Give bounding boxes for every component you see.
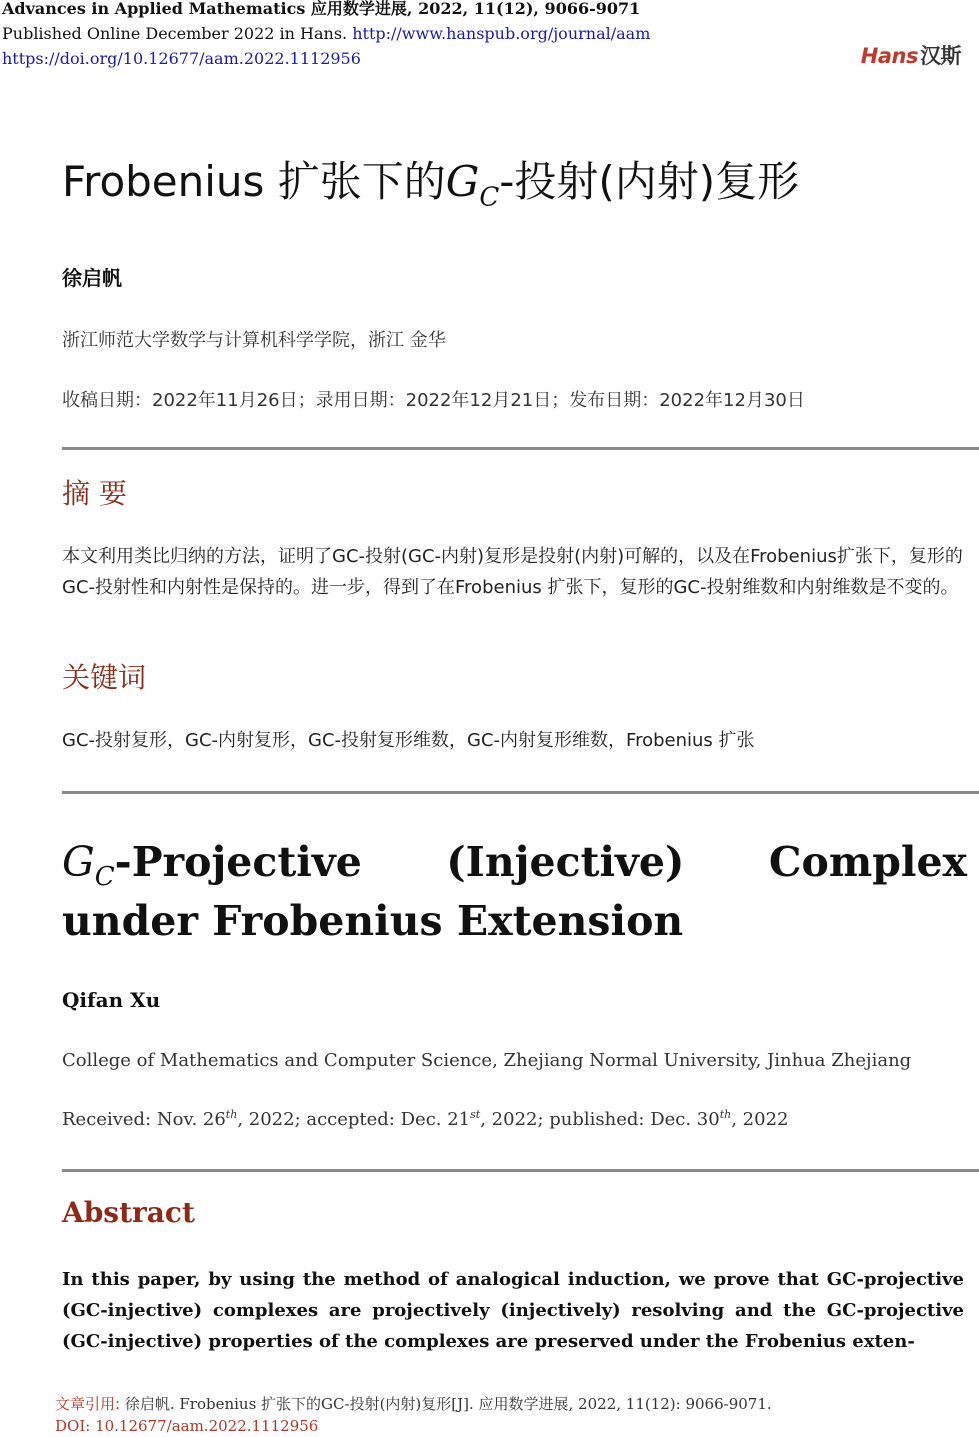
dates-en <box>62 1108 789 1130</box>
affiliation-en: College of Mathematics and Computer Science, Zhejiang Normal University, Jinhua Zhejiang <box>62 1050 912 1071</box>
title-en-rest: -Projective (Injective) Complex under Frobenius Extension <box>62 838 967 946</box>
title-en-gc: G <box>62 838 95 886</box>
published-sup: th <box>719 1108 732 1121</box>
journal-line: Advances in Applied Mathematics 应用数学进展, 2022, 11(12), 9066-9071 <box>2 0 641 18</box>
dates-cn: 收稿日期：2022年11月26日；录用日期：2022年12月21日；发布日期：2022年12月30日 <box>62 390 805 411</box>
title-en-gc-sub: C <box>94 862 115 893</box>
divider <box>62 447 979 450</box>
citation-doi: DOI: 10.12677/aam.2022.1112956 <box>55 1417 319 1435</box>
citation-line <box>55 1393 772 1415</box>
abstract-en-heading: Abstract <box>62 1196 195 1229</box>
hans-logo <box>861 40 961 70</box>
affiliation-cn: 浙江师范大学数学与计算机科学学院，浙江 金华 <box>62 330 446 351</box>
divider <box>62 1169 979 1172</box>
abstract-cn-heading: 摘 要 <box>62 477 127 510</box>
author-cn: 徐启帆 <box>62 266 122 290</box>
logo-cn: 汉斯 <box>920 44 961 68</box>
citation <box>55 1393 772 1437</box>
title-cn-part2: -投射(内射)复形 <box>499 157 800 206</box>
title-en <box>62 838 967 946</box>
journal-url-link[interactable]: http://www.hanspub.org/journal/aam <box>352 24 651 43</box>
logo-en: Hans <box>860 44 918 68</box>
doi-url-link[interactable]: https://doi.org/10.12677/aam.2022.1112956 <box>2 49 361 68</box>
title-cn-gc-sub: C <box>479 182 500 213</box>
citation-label: 文章引用: <box>55 1395 125 1413</box>
divider <box>62 791 979 794</box>
title-cn <box>62 152 799 227</box>
author-en: Qifan Xu <box>62 988 161 1012</box>
published-prefix: Published Online December 2022 in Hans. <box>2 24 353 43</box>
published-line <box>2 22 650 46</box>
accepted-date: , 2022; accepted: Dec. 21 <box>237 1109 471 1130</box>
keywords-cn-text: GC-投射复形，GC-内射复形，GC-投射复形维数，GC-内射复形维数，Frobenius 扩张 <box>62 730 755 751</box>
abstract-cn-text: 本文利用类比归纳的方法，证明了GC-投射(GC-内射)复形是投射(内射)可解的，以及在Frobenius扩张下，复形的GC-投射性和内射性是保持的。进一步，得到了在Frobenius 扩张下，复形的GC-投射维数和内射维数是不变的。 <box>62 546 963 598</box>
abstract-en-text: In this paper, by using the method of analogical induction, we prove that GC-projective (GC-injective) complexes are projectively (injectively) resolving and the GC-projective (GC-injective) properties of the complexes are preserved under the Frobenius exten- <box>62 1269 964 1352</box>
title-cn-gc: G <box>445 157 480 206</box>
published-year: , 2022 <box>731 1109 789 1130</box>
title-cn-part1: Frobenius 扩张下的 <box>62 157 446 206</box>
accepted-sup: st <box>470 1108 481 1121</box>
keywords-cn-heading: 关键词 <box>62 661 147 694</box>
received-date: Received: Nov. 26 <box>62 1109 226 1130</box>
published-date: , 2022; published: Dec. 30 <box>480 1109 720 1130</box>
citation-text: 徐启帆. Frobenius 扩张下的GC-投射(内射)复形[J]. 应用数学进展, 2022, 11(12): 9066-9071. <box>124 1395 772 1413</box>
received-sup: th <box>225 1108 238 1121</box>
